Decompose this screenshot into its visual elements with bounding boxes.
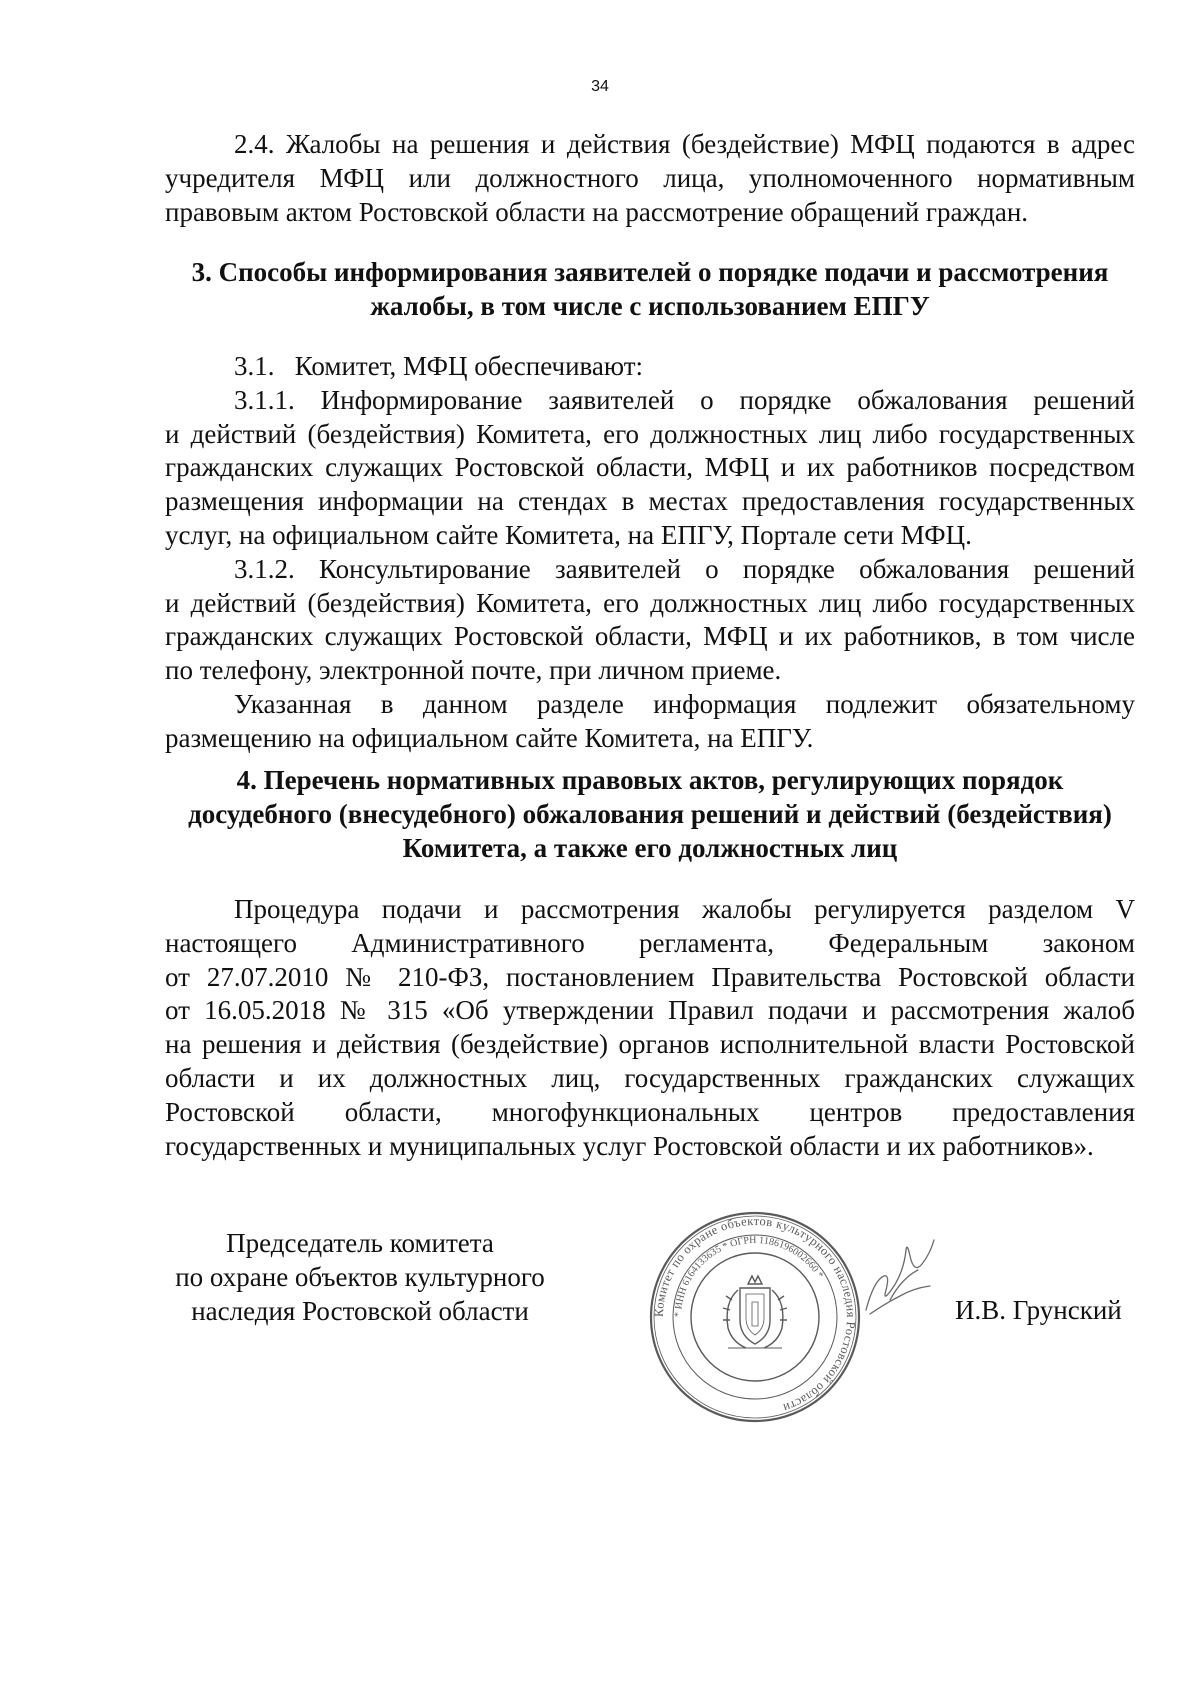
text-line: размещения информации на стендах в местах предоставления государственных [165, 486, 1135, 517]
text-line: 2.4. Жалобы на решения и действия (бездействие) МФЦ подаются в адрес [234, 129, 1135, 159]
heading-line: 4. Перечень нормативных правовых актов, регулирующих порядок [236, 765, 1064, 795]
heading-line: Комитета, а также его должностных лиц [402, 832, 898, 863]
text-line: правовым актом Ростовской области на рассмотрение обращений граждан. [165, 196, 1029, 227]
heading-line: жалобы, в том числе с использованием ЕПГУ [370, 290, 930, 321]
text-line: от 27.07.2010 № 210-ФЗ, постановлением Правительства Ростовской области [165, 961, 1135, 992]
text-line: гражданских служащих Ростовской области, МФЦ и их работников, в том числе [165, 621, 1135, 652]
section-4-heading [165, 764, 1135, 865]
text-line: услуг, на официальном сайте Комитета, на ЕПГУ, Портале сети МФЦ. [165, 519, 972, 550]
text-line: 3.1.1. Информирование заявителей о порядке обжалования решений [234, 384, 1135, 415]
paragraph-2-4 [165, 128, 1135, 229]
text-line: области и их должностных лиц, государственных гражданских служащих [165, 1062, 1135, 1093]
text-line: и действий (бездействия) Комитета, его должностных лиц либо государственных [165, 587, 1135, 618]
text-line: Процедура подачи и рассмотрения жалобы регулируется разделом V [234, 894, 1135, 924]
section-3-body [165, 350, 1135, 756]
heading-line: досудебного (внесудебного) обжалования решений и действий (бездействия) [188, 798, 1112, 829]
text-line: на решения и действия (бездействие) органов исполнительной власти Ростовской [165, 1029, 1135, 1060]
seal-outer-text: Комитет по охране объектов культурного наследия Ростовской области [651, 1213, 859, 1416]
signatory-name: И.В. Грунский [955, 1295, 1122, 1325]
signatory-position [150, 1226, 570, 1328]
text-line: Указанная в данном разделе информация подлежит обязательному [234, 688, 1135, 719]
heading-line: 3. Способы информирования заявителей о порядке подачи и рассмотрения [191, 257, 1109, 287]
handwritten-signature [860, 1230, 940, 1330]
text-line: от 16.05.2018 № 315 «Об утверждении Правил подачи и рассмотрения жалоб [165, 995, 1135, 1026]
official-seal-stamp [648, 1210, 862, 1424]
text-line: 3.1. Комитет, МФЦ обеспечивают: [234, 351, 644, 381]
text-line: гражданских служащих Ростовской области, МФЦ и их работников посредством [165, 452, 1135, 483]
text-line: 3.1.2. Консультирование заявителей о порядке обжалования решений [234, 553, 1135, 584]
position-line: наследия Ростовской области [191, 1296, 529, 1326]
seal-inner-text: * ИНН 6164133635 * ОГРН 1186196002660 * [672, 1234, 826, 1318]
text-line: настоящего Административного регламента, Федеральным законом [165, 927, 1135, 958]
text-line: и действий (бездействия) Комитета, его должностных лиц либо государственных [165, 418, 1135, 449]
position-line: Председатель комитета [226, 1228, 494, 1258]
page-number: 34 [591, 78, 609, 95]
coat-of-arms-icon [723, 1276, 787, 1348]
text-line: по телефону, электронной почте, при личном приеме. [165, 655, 782, 686]
position-line: по охране объектов культурного [175, 1262, 545, 1292]
text-line: размещению на официальном сайте Комитета, на ЕПГУ. [165, 722, 814, 753]
text-line: учредителя МФЦ или должностного лица, уполномоченного нормативным [165, 162, 1135, 193]
text-line: Ростовской области, многофункциональных центров предоставления [165, 1096, 1135, 1127]
section-3-heading [165, 256, 1135, 324]
text-line: государственных и муниципальных услуг Ростовской области и их работников». [165, 1130, 1094, 1161]
section-4-body [165, 893, 1135, 1163]
